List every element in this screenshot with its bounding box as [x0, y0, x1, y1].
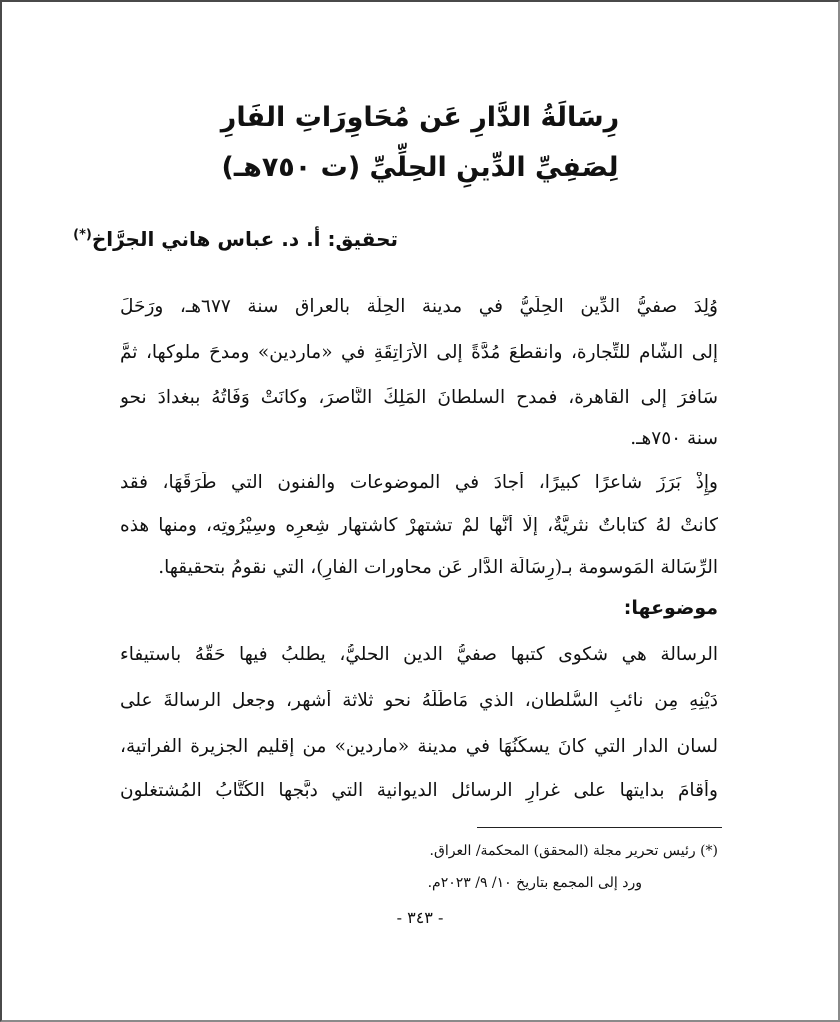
author-name: تحقيق: أ. د. عباس هاني الجرَّاخ — [91, 227, 398, 251]
paragraph-2-line-1: وإِذْ بَرَزَ شاعرًا كبيرًا، أجادَ في الموضوعات والفنون التي طَرَقَهَا، فقد — [120, 472, 718, 493]
footnote-marker: (*) — [73, 227, 92, 243]
footnote-1: (*) رئيس تحرير مجلة (المحقق) المحكمة/ العراق. — [429, 843, 718, 859]
paragraph-2-line-3: الرِّسَالة المَوسومة بـ(رِسَالَة الدَّار عَن محاورات الفارِ)، التي نقومُ بتحقيقها. — [158, 557, 718, 578]
paragraph-3-line-1: الرسالة هي شكوى كتبها صفيُّ الدين الحليُّ، يطلبُ فيها حَقَّهُ باستيفاء — [120, 644, 718, 665]
paragraph-1-line-4: سنة ٧٥٠هـ. — [630, 428, 718, 449]
page-number: - ٣٤٣ - — [396, 908, 444, 927]
paragraph-2-line-2: كانتْ لهُ كتاباتٌ نثريَّةٌ، إلَّا أنَّها لمْ تشتهرْ كاشتهار شِعرِه وسِيْرُوتِه، ومنها هذه — [120, 515, 718, 536]
footnote-rule — [477, 827, 722, 828]
paragraph-1-line-1: وُلِدَ صفيُّ الدِّين الحِلِّيُّ في مدينة الحِلَّة بالعراق سنة ٦٧٧هـ، ورَحَلَ — [120, 296, 718, 317]
author-line — [73, 227, 398, 251]
paragraph-3-line-2: دَيْنِهِ مِن نائبِ السُّلطان، الذي مَاطَلَهُ نحو ثلاثة أشهر، وجعل الرسالةَ على — [120, 690, 718, 711]
paragraph-1-line-3: سَافرَ إلى القاهرة، فمدح السلطانَ المَلِكَ النَّاصرَ، وكانَتْ وَفَاتُهُ ببغدادَ نحو — [120, 387, 718, 408]
paragraph-3-line-3: لسان الدار التي كانَ يسكُنُهَا في مدينة «ماردين» من إقليم الجزيرة الفراتية، — [120, 736, 718, 757]
title-line-2: لِصَفِيِّ الدِّينِ الحِلِّيِّ (ت ٧٥٠هـ) — [221, 152, 619, 183]
title-line-1: رِسَالَةُ الدَّارِ عَن مُحَاوِرَاتِ الفَارِ — [220, 102, 620, 133]
paragraph-3-line-4: وأقامَ بدايتها على غرارِ الرسائل الديوانية التي دبَّجها الكُتَّابُ المُشتغلون — [120, 780, 718, 801]
footnote-2: ورد إلى المجمع بتاريخ ١٠/ ٩/ ٢٠٢٣م. — [427, 875, 642, 891]
paragraph-1-line-2: إلى الشَّام للتِّجارة، وانقطعَ مُدَّةً إلى الأَرَاتِقَةِ في «ماردين» ومدحَ ملوكها، ثمَّ — [120, 342, 718, 363]
section-heading: موضوعها: — [623, 597, 718, 619]
